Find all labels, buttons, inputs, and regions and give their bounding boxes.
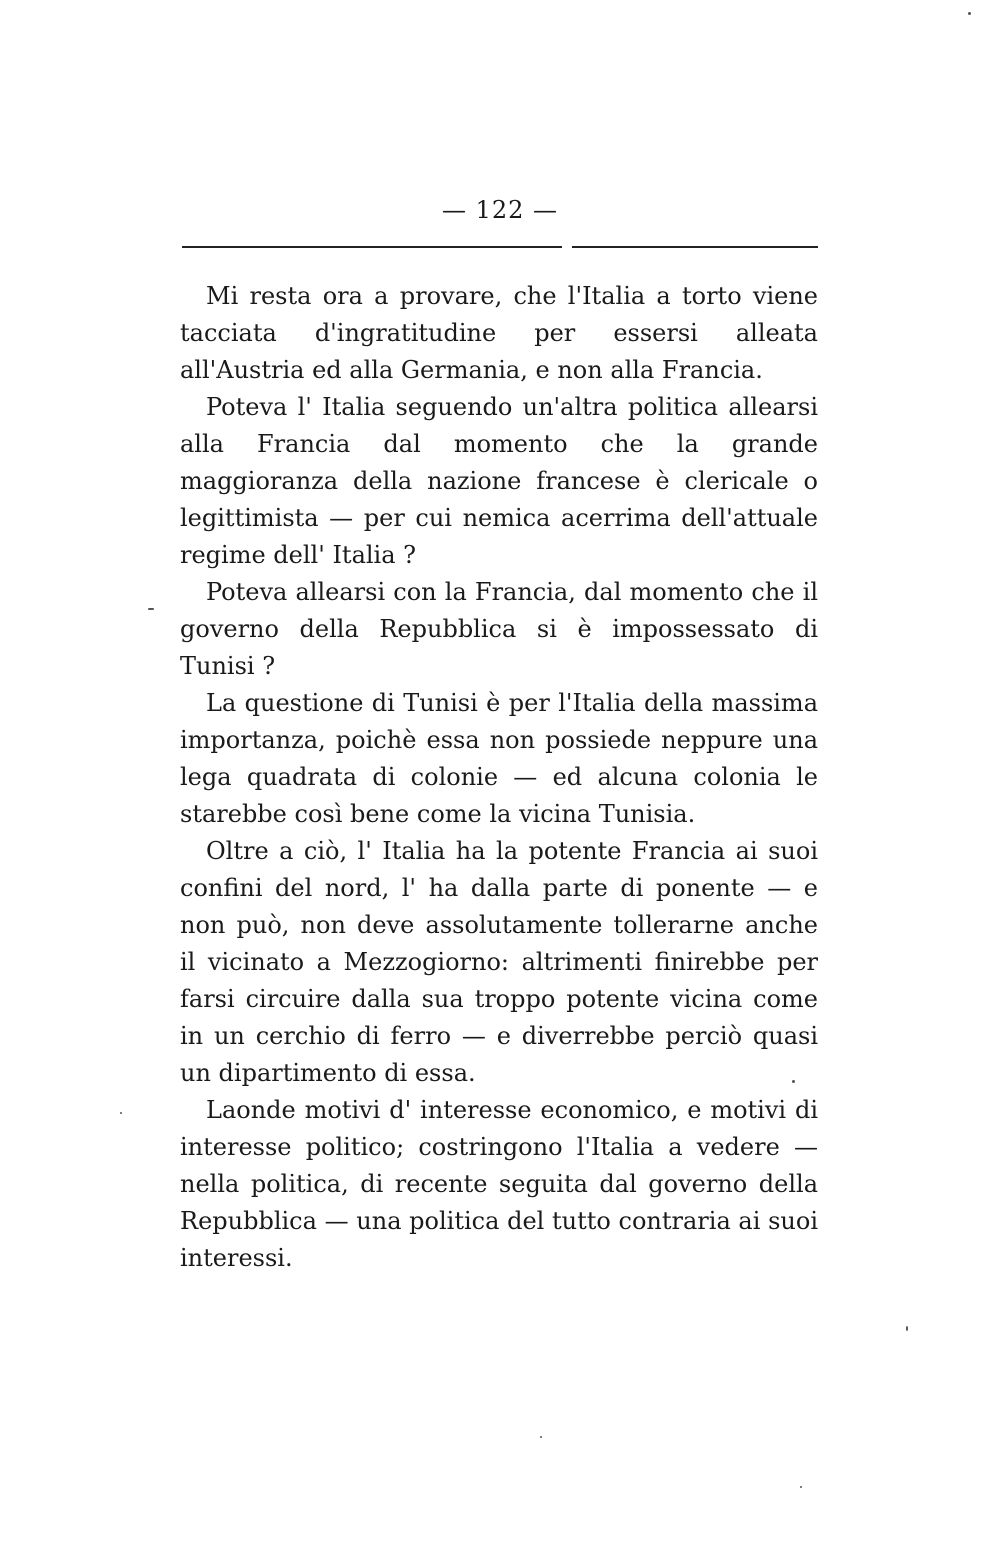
paragraph-2: Poteva l' Italia seguendo un'altra politica allearsi alla Francia dal momento che la grande maggioranza della nazione francese è clericale o legittimista — per cui nemica acerrima dell'attuale regime dell' Italia ? xyxy=(180,393,818,569)
page-number: — 122 — xyxy=(441,196,559,224)
paper-speck xyxy=(792,1080,795,1083)
header-rule-right xyxy=(572,246,818,248)
paper-speck xyxy=(968,12,971,15)
body-text xyxy=(180,278,818,1277)
paragraph-3: Poteva allearsi con la Francia, dal momento che il governo della Repubblica si è impossessato di Tunisi ? xyxy=(180,578,818,680)
paragraph-5: Oltre a ciò, l' Italia ha la potente Francia ai suoi confini del nord, l' ha dalla parte di ponente — e non può, non deve assolutamente tollerarne anche il vicinato a Mezzogiorno: altrimenti finirebbe per farsi circuire dalla sua troppo potente vicina come in un cerchio di ferro — e diverrebbe perciò quasi un dipartimento di essa. xyxy=(180,837,818,1087)
paper-speck xyxy=(800,1486,802,1488)
paragraph-1: Mi resta ora a provare, che l'Italia a torto viene tacciata d'ingratitudine per essersi alleata all'Austria ed alla Germania, e non alla Francia. xyxy=(180,282,818,384)
paper-speck xyxy=(120,1112,122,1114)
header-rule-left xyxy=(182,246,562,248)
paper-speck xyxy=(148,608,154,610)
paper-speck xyxy=(906,1326,908,1331)
paragraph-6: Laonde motivi d' interesse economico, e motivi di interesse politico; costringono l'Italia a vedere — nella politica, di recente seguita dal governo della Repubblica — una politica del tutto contraria ai suoi interessi. xyxy=(180,1096,818,1272)
paper-speck xyxy=(540,1436,542,1438)
paragraph-4: La questione di Tunisi è per l'Italia della massima importanza, poichè essa non possiede neppure una lega quadrata di colonie — ed alcuna colonia le starebbe così bene come la vicina Tunisia. xyxy=(180,689,818,828)
